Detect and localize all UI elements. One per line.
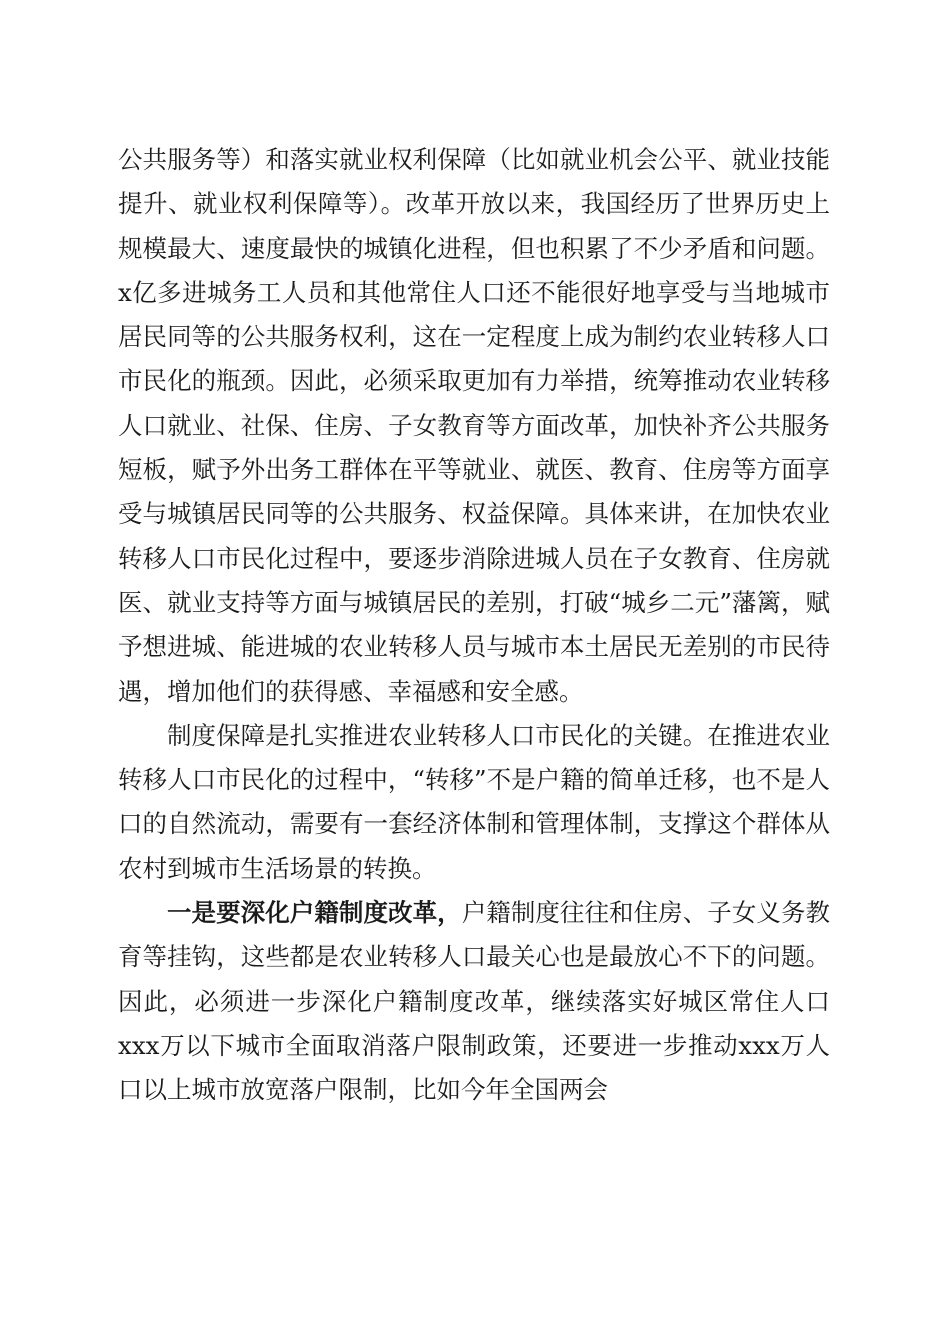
paragraph-lead-heading: 一是要深化户籍制度改革， bbox=[167, 898, 462, 928]
paragraph-hukou-reform bbox=[118, 891, 830, 1112]
paragraph-institutional-guarantee: 制度保障是扎实推进农业转移人口市民化的关键。在推进农业转移人口市民化的过程中，“转移”不是户籍的简单迁移，也不是人口的自然流动，需要有一套经济体制和管理体制，支撑这个群体从农村到城市生活场景的转换。 bbox=[118, 720, 830, 883]
paragraph-continued: 公共服务等）和落实就业权利保障（比如就业机会公平、就业技能提升、就业权利保障等）。改革开放以来，我国经历了世界历史上规模最大、速度最快的城镇化进程，但也积累了不少矛盾和问题。x亿多进城务工人员和其他常住人口还不能很好地享受与当地城市居民同等的公共服务权利，这在一定程度上成为制约农业转移人口市民化的瓶颈。因此，必须采取更加有力举措，统筹推动农业转移人口就业、社保、住房、子女教育等方面改革，加快补齐公共服务短板，赋予外出务工群体在平等就业、就医、教育、住房等方面享受与城镇居民同等的公共服务、权益保障。具体来讲，在加快农业转移人口市民化过程中，要逐步消除进城人员在子女教育、住房就医、就业支持等方面与城镇居民的差别，打破“城乡二元”藩篱，赋予想进城、能进城的农业转移人员与城市本土居民无差别的市民待遇，增加他们的获得感、幸福感和安全感。 bbox=[118, 145, 830, 706]
document-body bbox=[118, 138, 830, 1113]
paragraph-body-text: 户籍制度往往和住房、子女义务教育等挂钩，这些都是农业转移人口最关心也是最放心不下的问题。因此，必须进一步深化户籍制度改革，继续落实好城区常住人口xxx万以下城市全面取消落户限制政策，还要进一步推动xxx万人口以上城市放宽落户限制，比如今年全国两会 bbox=[118, 898, 831, 1105]
